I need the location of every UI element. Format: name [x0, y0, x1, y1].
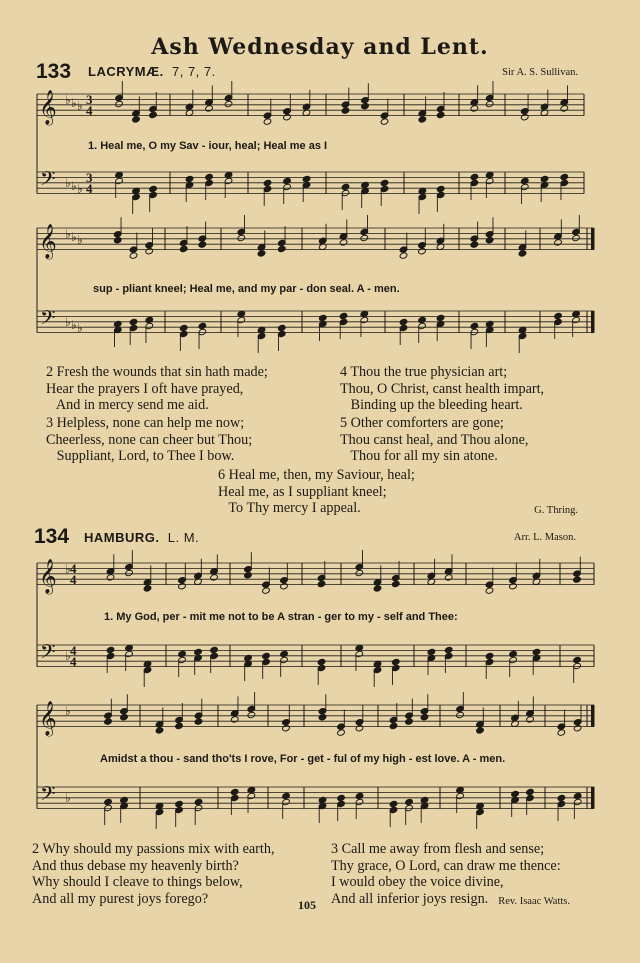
system-3-note: [485, 587, 494, 594]
system-2-flat: ♭: [71, 318, 77, 332]
system-4-note: [194, 798, 203, 805]
hymn-133-lyrics-2: sup - pliant kneel; Heal me, and my par - don seal. A - men.: [93, 283, 400, 295]
system-1-note: [205, 105, 214, 112]
hymn-134-author: Rev. Isaac Watts.: [498, 896, 570, 907]
time-signature: 4: [70, 561, 77, 576]
system-4-final-bar: [591, 705, 594, 727]
system-2-final-bar: [591, 228, 594, 250]
system-4-note: [120, 714, 129, 721]
hymn-133-stanza-3: 3 Helpless, none can help me now; Cheerless, none can cheer but Thou; Suppliant, Lord, to Thee I bow.: [46, 415, 253, 464]
system-3-note: [280, 650, 289, 657]
time-signature: 3: [86, 92, 93, 107]
system-3-note: [280, 583, 289, 590]
system-2-note: [257, 250, 266, 257]
system-2-note: [318, 314, 327, 321]
system-1-note: [520, 177, 529, 184]
system-1-note: [418, 116, 427, 123]
system-1-note: [380, 118, 389, 125]
hymn-133-tune-name: LACRYMÆ.: [88, 64, 164, 79]
system-3-note: [509, 650, 518, 657]
system-3-note: [427, 648, 436, 655]
system-4-note: [194, 718, 203, 725]
system-2-note: [399, 252, 408, 259]
system-2-note: [145, 248, 154, 255]
hymn-133-stanza-6: 6 Heal me, then, my Saviour, heal; Heal me, as I suppliant kneel; To Thy mercy I appeal.: [218, 467, 415, 516]
hymn-133-meter: 7, 7, 7.: [171, 64, 216, 79]
system-4-note: [355, 792, 364, 799]
system-3-note: [178, 583, 187, 590]
hymn-134-composer: Arr. L. Mason.: [513, 532, 576, 543]
time-signature: 4: [86, 181, 93, 196]
system-3-note: [509, 583, 518, 590]
system-3-note: [194, 648, 203, 655]
system-1-note: [485, 100, 494, 107]
system-4-note: [511, 790, 520, 797]
system-4-note: [420, 714, 429, 721]
system-2-note: [518, 250, 527, 257]
hymn-133-author: G. Thring.: [534, 505, 578, 516]
system-4-note: [526, 788, 535, 795]
time-signature: 4: [86, 103, 93, 118]
system-4-flat: ♭: [65, 791, 71, 805]
system-1-note: [149, 111, 158, 118]
system-2-note: [129, 318, 138, 325]
system-1-treble-clef: 𝄞: [39, 90, 57, 125]
hymn-134-number: 134: [34, 525, 70, 548]
hymn-134-stanza-3: 3 Call me away from flesh and sense; Thy grace, O Lord, can draw me thence: I would obey the voice divine, And all inferior joys resign.: [331, 841, 561, 907]
system-2-note: [399, 318, 408, 325]
system-1-flat: ♭: [77, 99, 83, 113]
system-4-note: [476, 727, 485, 734]
system-2-flat: ♭: [71, 230, 77, 244]
system-1-note: [149, 185, 158, 192]
system-1-note: [205, 173, 214, 180]
system-4-note: [389, 800, 398, 807]
system-3-note: [125, 569, 134, 576]
system-4-note: [104, 718, 113, 725]
hymn-133-stanza-5: 5 Other comforters are gone; Thou canst heal, and Thou alone, Thou for all my sin atone.: [340, 415, 529, 464]
system-1-note: [436, 185, 445, 192]
system-1-note: [302, 175, 311, 182]
system-1-flat: ♭: [77, 182, 83, 196]
hymn-133-stanza-4: 4 Thou the true physician art; Thou, O Christ, canst health impart, Binding up the bleeding heart.: [340, 364, 545, 413]
system-4-note: [175, 800, 184, 807]
system-1-bass-clef: 𝄢: [40, 167, 56, 195]
system-2-note: [179, 245, 188, 252]
system-4-note: [104, 798, 113, 805]
system-3-treble-clef: 𝄞: [39, 559, 57, 594]
system-1-note: [560, 173, 569, 180]
system-1-note: [520, 114, 529, 121]
system-2-flat: ♭: [65, 227, 71, 241]
system-1-note: [380, 179, 389, 186]
system-2-note: [277, 245, 286, 252]
system-3-note: [262, 652, 271, 659]
system-4-note: [389, 722, 398, 729]
system-3-note: [532, 648, 541, 655]
system-1-flat: ♭: [65, 93, 71, 107]
system-1-note: [540, 175, 549, 182]
system-3-note: [317, 658, 326, 665]
system-4-note: [573, 725, 582, 732]
page-number: 105: [298, 898, 316, 912]
system-4-treble-clef: 𝄞: [39, 701, 57, 736]
time-signature: 3: [86, 170, 93, 185]
hymn-134-stanza-2: 2 Why should my passions mix with earth, And thus debase my heavenly birth? Why should I cleave to things below, And all my purest joys forego?: [32, 841, 275, 907]
hymn-134-lyrics-1: 1. My God, per - mit me not to be A stran - ger to my - self and Thee:: [104, 611, 458, 623]
system-3-note: [317, 580, 326, 587]
system-1-note: [361, 103, 370, 110]
system-2-note: [470, 241, 479, 248]
system-1-note: [263, 118, 272, 125]
system-1-note: [185, 175, 194, 182]
system-4-note: [337, 794, 346, 801]
system-1-note: [263, 179, 272, 186]
system-2-note: [179, 324, 188, 331]
system-2-note: [339, 312, 348, 319]
system-1-note: [436, 111, 445, 118]
system-2-note: [554, 312, 563, 319]
system-2-note: [237, 234, 246, 241]
system-4-note: [405, 718, 414, 725]
hymn-134-tune: [84, 530, 199, 545]
system-1-note: [470, 105, 479, 112]
system-4-note: [247, 711, 256, 718]
system-4-flat: ♭: [65, 704, 71, 718]
system-2-note: [198, 322, 207, 329]
system-2-note: [339, 239, 348, 246]
page-heading: Ash Wednesday and Lent.: [151, 34, 489, 60]
system-2-bass-clef: 𝄢: [40, 306, 56, 334]
system-2-note: [418, 248, 427, 255]
system-1-note: [283, 114, 292, 121]
system-1-note: [132, 116, 141, 123]
system-4-note: [557, 729, 566, 736]
system-2-flat: ♭: [65, 315, 71, 329]
system-3-note: [106, 574, 115, 581]
system-4-note: [573, 792, 582, 799]
system-2-note: [572, 234, 581, 241]
system-3-note: [244, 572, 253, 579]
system-1-note: [470, 173, 479, 180]
system-3-note: [444, 574, 453, 581]
system-2-note: [129, 252, 138, 259]
system-4-note: [456, 711, 465, 718]
system-3-note: [391, 658, 400, 665]
system-4-note: [405, 798, 414, 805]
system-3-note: [106, 646, 115, 653]
system-3-bass-clef: 𝄢: [40, 640, 56, 668]
hymn-134-tune-name: HAMBURG.: [84, 530, 160, 545]
hymn-133-stanza-2: 2 Fresh the wounds that sin hath made; Hear the prayers I oft have prayed, And in mercy send me aid.: [46, 364, 268, 413]
system-2-note: [470, 322, 479, 329]
system-3-note: [262, 587, 271, 594]
hymn-134-meter: L. M.: [167, 530, 200, 545]
system-2-note: [145, 316, 154, 323]
system-1-note: [341, 107, 350, 114]
hymn-133-lyrics-1: 1. Heal me, O my Sav - iour, heal; Heal me as I: [88, 140, 328, 152]
system-2-flat: ♭: [77, 321, 83, 335]
system-3-flat: ♭: [65, 562, 71, 576]
system-2-note: [113, 237, 122, 244]
system-2-note: [436, 314, 445, 321]
system-2-note: [198, 241, 207, 248]
system-4-note: [526, 716, 535, 723]
time-signature: 4: [70, 654, 77, 669]
time-signature: 4: [70, 572, 77, 587]
system-1-note: [283, 177, 292, 184]
system-3-note: [143, 585, 152, 592]
system-2-note: [360, 234, 369, 241]
system-4-note: [230, 788, 239, 795]
system-1-note: [560, 105, 569, 112]
system-2-treble-clef: 𝄞: [39, 224, 57, 259]
system-4-bass-clef: 𝄢: [40, 782, 56, 810]
system-3-note: [210, 574, 219, 581]
system-3-note: [210, 646, 219, 653]
system-1-flat: ♭: [71, 96, 77, 110]
system-4-note: [318, 714, 327, 721]
system-1-note: [341, 183, 350, 190]
system-3-note: [391, 580, 400, 587]
hymn-133-composer: Sir A. S. Sullivan.: [502, 67, 578, 78]
system-4-note: [282, 792, 291, 799]
system-1-note: [115, 100, 124, 107]
system-3-note: [573, 576, 582, 583]
system-4-note: [175, 722, 184, 729]
system-1-flat: ♭: [65, 176, 71, 190]
system-3-note: [485, 652, 494, 659]
system-3-note: [355, 569, 364, 576]
hymn-133-number: 133: [36, 60, 72, 83]
time-signature: 4: [70, 643, 77, 658]
system-3-note: [178, 650, 187, 657]
system-2-final-bar: [591, 311, 594, 333]
system-1-flat: ♭: [71, 179, 77, 193]
system-1-note: [224, 100, 233, 107]
system-2-note: [277, 324, 286, 331]
system-4-note: [337, 729, 346, 736]
system-2-flat: ♭: [77, 233, 83, 247]
system-4-note: [155, 727, 164, 734]
hymn-134-lyrics-2: Amidst a thou - sand tho'ts I rove, For - get - ful of my high - est love. A - men.: [100, 753, 506, 765]
system-2-note: [418, 316, 427, 323]
system-3-note: [373, 585, 382, 592]
system-4-note: [355, 725, 364, 732]
system-2-note: [485, 237, 494, 244]
system-4-note: [282, 725, 291, 732]
system-4-note: [557, 794, 566, 801]
system-4-note: [230, 716, 239, 723]
system-2-note: [554, 239, 563, 246]
system-3-note: [573, 656, 582, 663]
system-4-final-bar: [591, 787, 594, 809]
system-3-note: [444, 646, 453, 653]
system-3-flat: ♭: [65, 649, 71, 663]
